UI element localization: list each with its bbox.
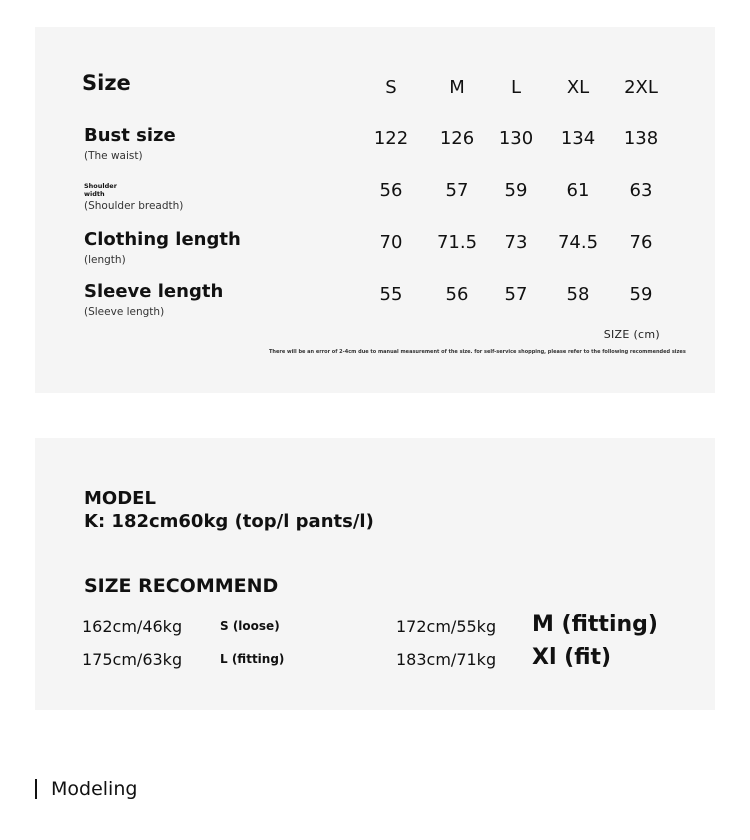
modeling-title: Modeling: [51, 778, 138, 800]
cell-length-m: 71.5: [436, 232, 478, 253]
cell-bust-2xl: 138: [623, 128, 659, 149]
row-label-shoulder-line2: width: [84, 189, 105, 198]
cell-bust-m: 126: [439, 128, 475, 149]
row-label-bust: Bust size: [84, 125, 176, 146]
row-label-shoulder-line1: Shoulder: [84, 182, 117, 190]
cell-sleeve-2xl: 59: [629, 284, 653, 305]
recommend-size-2: M (fitting): [532, 612, 658, 637]
model-info: K: 182cm60kg (top/l pants/l): [84, 511, 374, 532]
cell-bust-xl: 134: [560, 128, 596, 149]
recommend-hw-1: 162cm/46kg: [82, 617, 183, 636]
row-label-sleeve-length: Sleeve length: [84, 281, 224, 302]
size-recommend-heading: SIZE RECOMMEND: [84, 575, 279, 597]
column-header-m: M: [449, 77, 465, 98]
section-divider-bar: [35, 779, 37, 799]
size-chart-panel: [35, 27, 715, 393]
cell-sleeve-m: 56: [445, 284, 469, 305]
column-header-l: L: [510, 77, 522, 98]
cell-bust-l: 130: [498, 128, 534, 149]
cell-length-2xl: 76: [629, 232, 653, 253]
row-sublabel-shoulder: (Shoulder breadth): [84, 200, 184, 212]
cell-shoulder-m: 57: [445, 180, 469, 201]
cell-shoulder-xl: 61: [566, 180, 590, 201]
model-recommend-panel: [35, 438, 715, 710]
recommend-size-3: L (fitting): [220, 652, 285, 666]
cell-bust-s: 122: [373, 128, 409, 149]
modeling-section-header: [35, 778, 137, 800]
cell-length-xl: 74.5: [557, 232, 599, 253]
cell-sleeve-l: 57: [504, 284, 528, 305]
column-header-2xl: 2XL: [624, 77, 658, 98]
row-label-clothing-length: Clothing length: [84, 229, 241, 250]
row-sublabel-clothing-length: (length): [84, 254, 126, 266]
cell-length-s: 70: [379, 232, 403, 253]
cell-shoulder-s: 56: [379, 180, 403, 201]
column-header-s: S: [385, 77, 397, 98]
column-header-xl: XL: [566, 77, 590, 98]
cell-length-l: 73: [504, 232, 528, 253]
row-sublabel-bust: (The waist): [84, 150, 143, 162]
unit-label: SIZE (cm): [603, 328, 660, 341]
cell-sleeve-s: 55: [379, 284, 403, 305]
size-chart-title: Size: [82, 71, 131, 95]
recommend-size-4: Xl (fit): [532, 645, 612, 670]
model-heading: MODEL: [84, 488, 156, 509]
recommend-hw-2: 172cm/55kg: [396, 617, 497, 636]
cell-shoulder-2xl: 63: [629, 180, 653, 201]
cell-shoulder-l: 59: [504, 180, 528, 201]
row-label-shoulder: [84, 183, 117, 198]
recommend-size-1: S (loose): [220, 619, 280, 633]
measurement-disclaimer: There will be an error of 2-4cm due to manual measurement of the size. for self-service shopping, please refer to the following recommended sizes: [269, 349, 686, 355]
recommend-hw-3: 175cm/63kg: [82, 650, 183, 669]
cell-sleeve-xl: 58: [566, 284, 590, 305]
recommend-hw-4: 183cm/71kg: [396, 650, 497, 669]
row-sublabel-sleeve-length: (Sleeve length): [84, 306, 165, 318]
